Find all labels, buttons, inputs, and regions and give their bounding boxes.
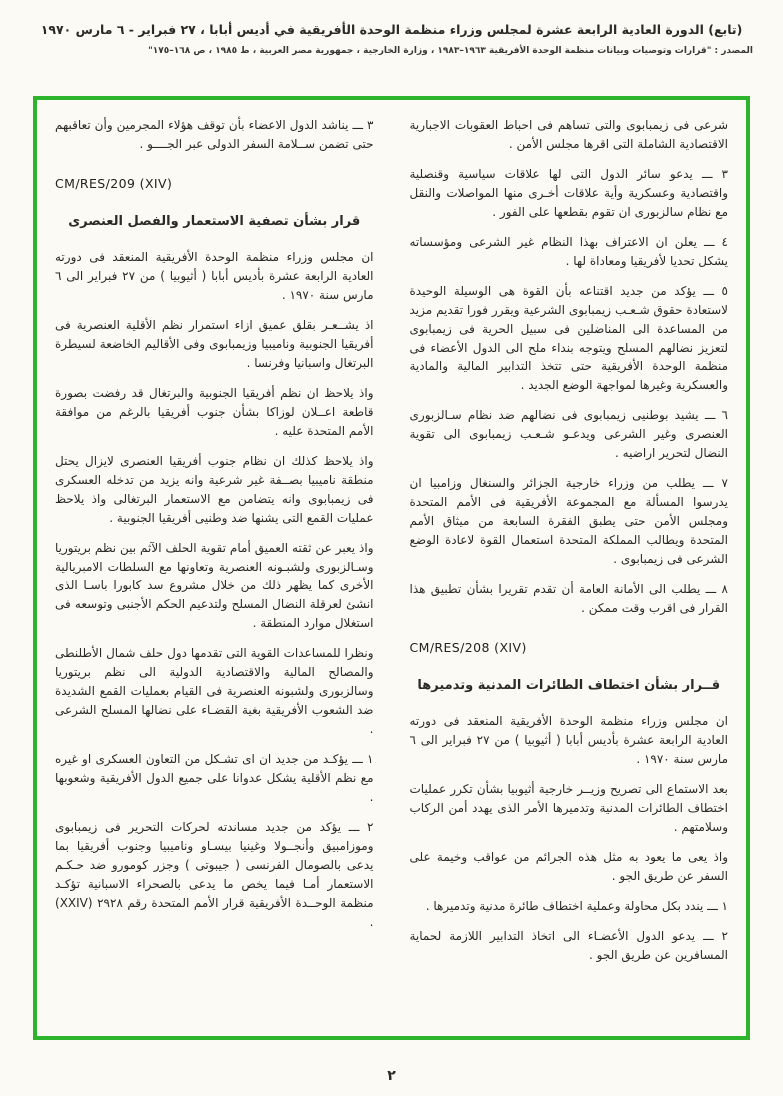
paragraph: ٣ ـــ يدعو سائر الدول التى لها علاقات سياسية وقنصلية واقتصادية وعسكرية وأية علاقات أخـرى منها المواصلات والنقل مع نظام سالزبورى ان تقوم بقطعها على الفور .: [409, 166, 728, 219]
paragraph: شرعى فى زيمبابوى والتى تساهم فى احباط العقوبات الاجبارية الاقتصادية الشاملة التى اقرها مجلس الأمن .: [409, 118, 728, 151]
paragraph: اذ يشــعـر بقلق عميق ازاء استمرار نظم الأقلية العنصرية فى أفريقيا الجنوبية وناميبيا وزيمبابوى وفى الأقاليم الخاضعة لسيطرة البرتغال واسبانيا وفرنسا .: [55, 318, 374, 370]
paragraph: واذ يلاحظ كذلك ان نظام جنوب أفريقيا العنصرى لايزال يحتل منطقة ناميبيا بصــفة غير شرعية وانه يزيد من تدخله العسكرى فى زيمبابوى وانه يتضامن مع الاستعمار البرتغالى واذ يلاحظ عمليات القمع التى يشنها ضد وطنيى أفريقيا الجنوبية .: [55, 453, 374, 525]
paragraph: ان مجلس وزراء منظمة الوحدة الأفريقية المنعقد فى دورته العادية الرابعة عشرة بأديس أبابا ( أثيوبيا ) من ٢٧ فبراير الى ٦ مارس سنة ١٩٧٠ .: [55, 250, 374, 303]
resolution-ref: CM/RES/208 (XIV): [409, 639, 527, 655]
paragraph: ٧ ـــ يطلب من وزراء خارجية الجزائر والسنغال وزامبيا ان يدرسوا المسألة مع المجموعة الأفريقية فى الأمم المتحدة ومجلس الأمن حتى يطبق الفقرة السابعة من ميثاق الأمم المتحدة ويطالب المملكة المتحدة استعمال القوة لاعادة الوضع الشرعى فى زيمبابوى .: [409, 476, 728, 567]
paragraph: بعد الاستماع الى تصريح وزيــر خارجية أثيوبيا بشأن تكرر عمليات اختطاف الطائرات المدنية وتدميرها الأمر الذى يهدد أمن الركاب وسلامتهم .: [409, 782, 728, 834]
paragraph: ٨ ـــ يطلب الى الأمانة العامة أن تقدم تقريرا بشأن تطبيق هذا القرار فى اقرب وقت ممكن .: [409, 582, 728, 615]
paragraph: ١ ـــ يؤكـد من جديد ان اى تشـكل من التعاون العسكرى او غيره مع نظم الأقلية يشكل عدوانا على جميع الدول الأفريقية وشعوبها .: [55, 752, 374, 805]
column-left: [55, 116, 374, 1026]
text-columns: [55, 116, 728, 1026]
resolution-heading: قــرار بشأن اختطاف الطائرات المدنية وتدميرها: [417, 677, 721, 693]
page-number: ٢: [387, 1068, 396, 1084]
column-right: [410, 116, 729, 1026]
paragraph: ٣ ـــ يناشد الدول الاعضاء بأن توقف هؤلاء المجرمين وأن تعاقبهم حتى تضمن ســلامة السفر الدولى عبر الجــــو .: [55, 118, 374, 151]
paragraph: ١ ـــ يندد بكل محاولة وعملية اختطاف طائرة مدنية وتدميرها .: [425, 898, 728, 913]
paragraph: ٢ ـــ يدعو الدول الأعضـاء الى اتخاذ التدابير اللازمة لحماية المسافرين عن طريق الجو .: [409, 928, 728, 962]
paragraph: ٥ ـــ يؤكد من جديد اقتناعه بأن القوة هى الوسيلة الوحيدة لاستعادة حقوق شـعـب زيمبابوى الشرعية ويقرر فورا تقديم مزيد من المساعدة الى المناضلين فى سبيل الحرية فى زيمبابوى لتعزيز نضالهم المسلح ويتوجه بنداء ملح الى الدول الأعضاء فى منظمة الوحدة الأفريقية حتى تتخذ التدابير المالية والمادية والعسكرية وغيرها لمواجهة الوضع الجديد .: [409, 283, 728, 393]
paragraph: ان مجلس وزراء منظمة الوحدة الأفريقية المنعقد فى دورته العادية الرابعة عشرة بأديس أبابا ( أثيوبيا ) من ٢٧ فبراير الى ٦ مارس سنة ١٩٧٠ .: [409, 714, 728, 767]
header-source-line: المصدر : "قرارات وتوصيات وبيانات منظمة الوحدة الأفريقية ١٩٦٣–١٩٨٣ ، وزارة الخارجية ، جمهورية مصر العربية ، ط ١٩٨٥ ، ص ١٦٨–١٧٥": [148, 46, 753, 56]
paragraph: واذ يعبر عن ثقته العميق أمام تقوية الحلف الآثم بين نظم بريتوريا وسـالزبورى ولشبـونه العنصرية وتعاونها مع السلطات الامبريالية الأخرى كما يظهر ذلك من خلال مشروع سد كابورا باسـا الذى انشئ لعرقلة النضال المسلح ولتدعيم الحكم الأجنبى وتوسعه فى استغلال موارد المنطقة .: [55, 540, 374, 631]
paragraph: ونظرا للمساعدات القوية التى تقدمها دول حلف شمال الأطلنطى والمصالح المالية والاقتصادية الدولية الى نظم بريتوريا وسالزبورى ولشبونه العنصرية فى القيام بعمليات القمع الشديدة ضد الشعوب الأفريقية بغية القضـاء على نضالها المسلح الشرعى .: [55, 646, 374, 737]
resolution-ref: CM/RES/209 (XIV): [55, 175, 173, 191]
page-header: [0, 22, 783, 56]
content-frame: [33, 96, 750, 1040]
resolution-heading: قرار بشأن تصفية الاستعمار والفصل العنصرى: [68, 213, 361, 229]
header-title: (تابع) الدورة العادية الرابعة عشرة لمجلس وزراء منظمة الوحدة الأفريقية في أديس أبابا ، ٢٧ فبراير - ٦ مارس ١٩٧٠: [40, 22, 743, 37]
paragraph: واذ يعى ما يعود به مثل هذه الجرائم من عواقب وخيمة على السفر عن طريق الجو .: [409, 849, 728, 883]
paragraph: ٢ ـــ يؤكد من جديد مساندته لحركات التحرير فى زيمبابوى وموزامبيق وأنجــولا وغينيا بيسـاو وناميبيا وجنوب أفريقيا بما يدعى بالصومال الفرنسى ( جيبوتى ) وجزر كومورو ضد حـكـم الاستعمار أمـا فيما يخص ما يدعى بالصحراء الاسبانية تؤكـد منظمة الوحــدة الأفريقية قرار الأمم المتحدة رقم ٢٩٢٨ (XXIV) .: [55, 819, 374, 929]
paragraph: واذ يلاحظ ان نظم أفريقيا الجنوبية والبرتغال قد رفضت بصورة قاطعة اعــلان لوزاكا بشأن جنوب أفريقيا بالرغم من موافقة الأمم المتحدة عليه .: [55, 385, 374, 438]
paragraph: ٤ ـــ يعلن ان الاعتراف بهذا النظام غير الشرعى ومؤسساته يشكل تحديا لأفريقيا ومعاداة لها .: [409, 234, 728, 268]
paragraph: ٦ ـــ يشيد بوطنيى زيمبابوى فى نضالهم ضد نظام سـالزبورى العنصرى وغير الشرعى ويدعـو شـعـب زيمبابوى الى تقوية النضال لتحرير اراضيه .: [409, 408, 728, 461]
